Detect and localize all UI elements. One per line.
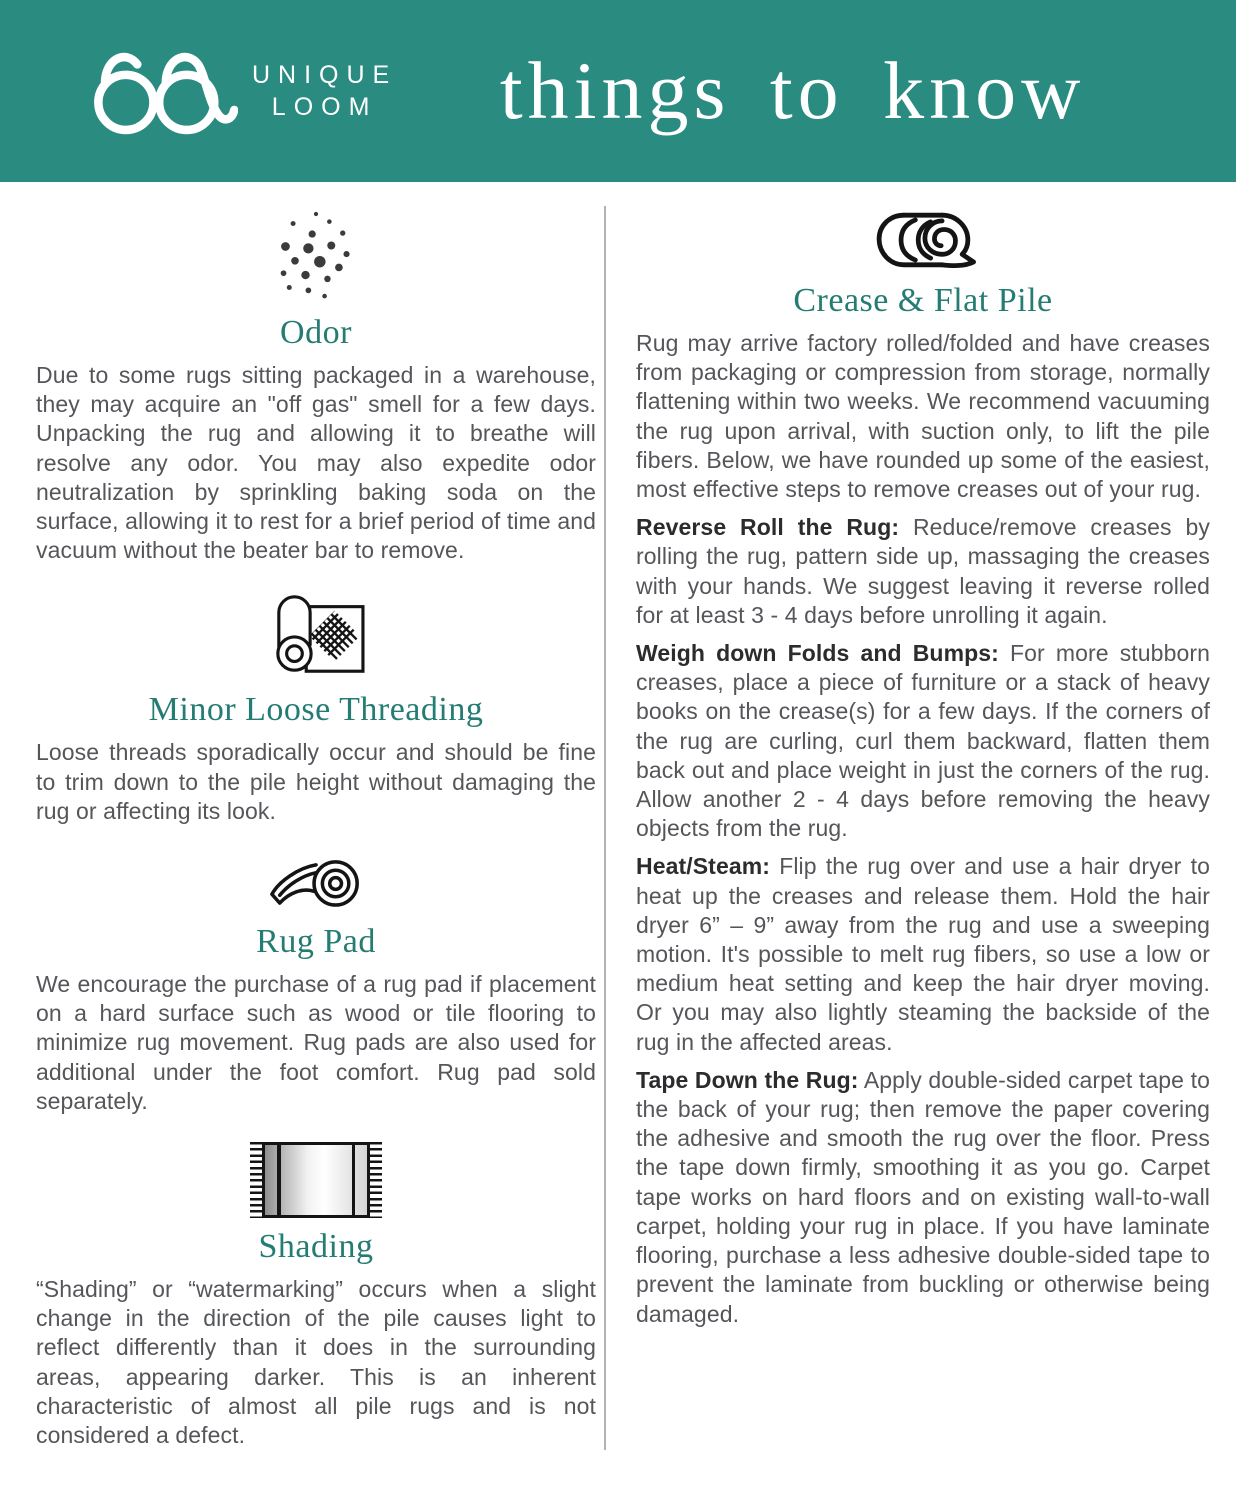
right-column	[606, 182, 1236, 1450]
tip-reverse-roll	[636, 513, 1210, 630]
section-heading-threading: Minor Loose Threading	[148, 691, 484, 729]
section-odor	[36, 208, 596, 565]
section-minor-loose-threading	[36, 591, 596, 826]
rug-pad-roll-icon	[267, 852, 365, 913]
section-body-odor: Due to some rugs sitting packaged in a warehouse, they may acquire an "off gas" smell for a few days. Unpacking the rug and allowing it to breathe will resolve any odor. You may also expedite odor neutralization by sprinkling baking soda on the surface, allowing it to rest for a brief period of time and vacuum without the beater bar to remove.	[36, 362, 596, 564]
rolled-rug-crosshatch-icon	[265, 591, 367, 681]
unique-loom-logo-icon	[86, 42, 238, 140]
tip-label: Heat/Steam:	[636, 853, 771, 880]
tip-text: For more stubborn creases, place a piece of furniture or a stack of heavy books on the crease(s) for a few days. If the corners of the rug are curling, curl them backward, flatten them back out and place weight in just the corners of the rug. Allow another 2 - 4 days before removing the heavy objects from the rug.	[636, 640, 1211, 842]
section-heading-shading: Shading	[258, 1228, 374, 1266]
page-title: things to know	[499, 45, 1086, 136]
section-shading	[36, 1142, 596, 1450]
brand-line-unique: UNIQUE	[252, 60, 398, 89]
tip-text: Reduce/remove creases by rolling the rug, pattern side up, massaging the creases with your hands. We suggest leaving it reverse rolled for at least 3 - 4 days before unrolling it again.	[636, 514, 1210, 628]
rolled-rug-side-spiral-icon	[860, 208, 986, 272]
tip-text: Apply double-sided carpet tape to the back of your rug; then remove the paper covering the adhesive and smooth the rug over the floor. Press the tape down firmly, smoothing it as you go. Carpet tape works on hard floors and on existing wall-to-wall carpet, holding your rug in place. If you have laminate flooring, purchase a less adhesive double-sided tape to prevent the laminate from buckling or otherwise being damaged.	[636, 1066, 1210, 1327]
section-body-shading: “Shading” or “watermarking” occurs when a slight change in the direction of the pile causes light to reflect differently than it does in the surrounding areas, appearing darker. This is an inherent characteristic of almost all pile rugs and is not considered a defect.	[36, 1276, 596, 1449]
tip-tape-down	[636, 1066, 1210, 1329]
tip-label: Weigh down Folds and Bumps:	[636, 640, 999, 667]
tip-label: Reverse Roll the Rug:	[636, 514, 900, 541]
section-body-rug-pad: We encourage the purchase of a rug pad if placement on a hard surface such as wood or tile flooring to minimize rug movement. Rug pads are also used for additional under the foot comfort. Rug pad sold separately.	[36, 971, 596, 1114]
section-rug-pad	[36, 852, 596, 1116]
header-banner	[0, 0, 1236, 182]
section-body-threading: Loose threads sporadically occur and should be fine to trim down to the pile height without damaging the rug or affecting its look.	[36, 739, 596, 824]
odor-particles-icon	[274, 208, 358, 304]
tip-text: Flip the rug over and use a hair dryer to heat up the creases and release them. Hold the hair dryer 6” – 9” away from the rug and use a sweeping motion. It's possible to melt rug fibers, so use a low or medium heat setting and keep the hair dryer moving. Or you may also lightly steaming the backside of the rug in the affected areas.	[636, 853, 1210, 1055]
brand-wordmark	[252, 59, 397, 124]
section-heading-odor: Odor	[280, 314, 352, 351]
section-heading-crease: Crease & Flat Pile	[793, 282, 1053, 319]
section-heading-rug-pad: Rug Pad	[256, 923, 376, 961]
brand-line-loom: LOOM	[271, 93, 378, 121]
section-crease-flat-pile	[636, 208, 1210, 1329]
shaded-rug-fringe-icon	[250, 1142, 382, 1218]
tip-label: Tape Down the Rug:	[636, 1066, 859, 1093]
left-column	[0, 182, 596, 1450]
crease-intro: Rug may arrive factory rolled/folded and have creases from packaging or compression from storage, normally flattening within two weeks. We recommend vacuuming the rug upon arrival, with suction only, to lift the pile fibers. Below, we have rounded up some of the easiest, most effective steps to remove creases out of your rug.	[636, 330, 1210, 503]
tip-weigh-down	[636, 639, 1210, 843]
content	[0, 182, 1236, 1450]
tip-heat-steam	[636, 852, 1210, 1056]
